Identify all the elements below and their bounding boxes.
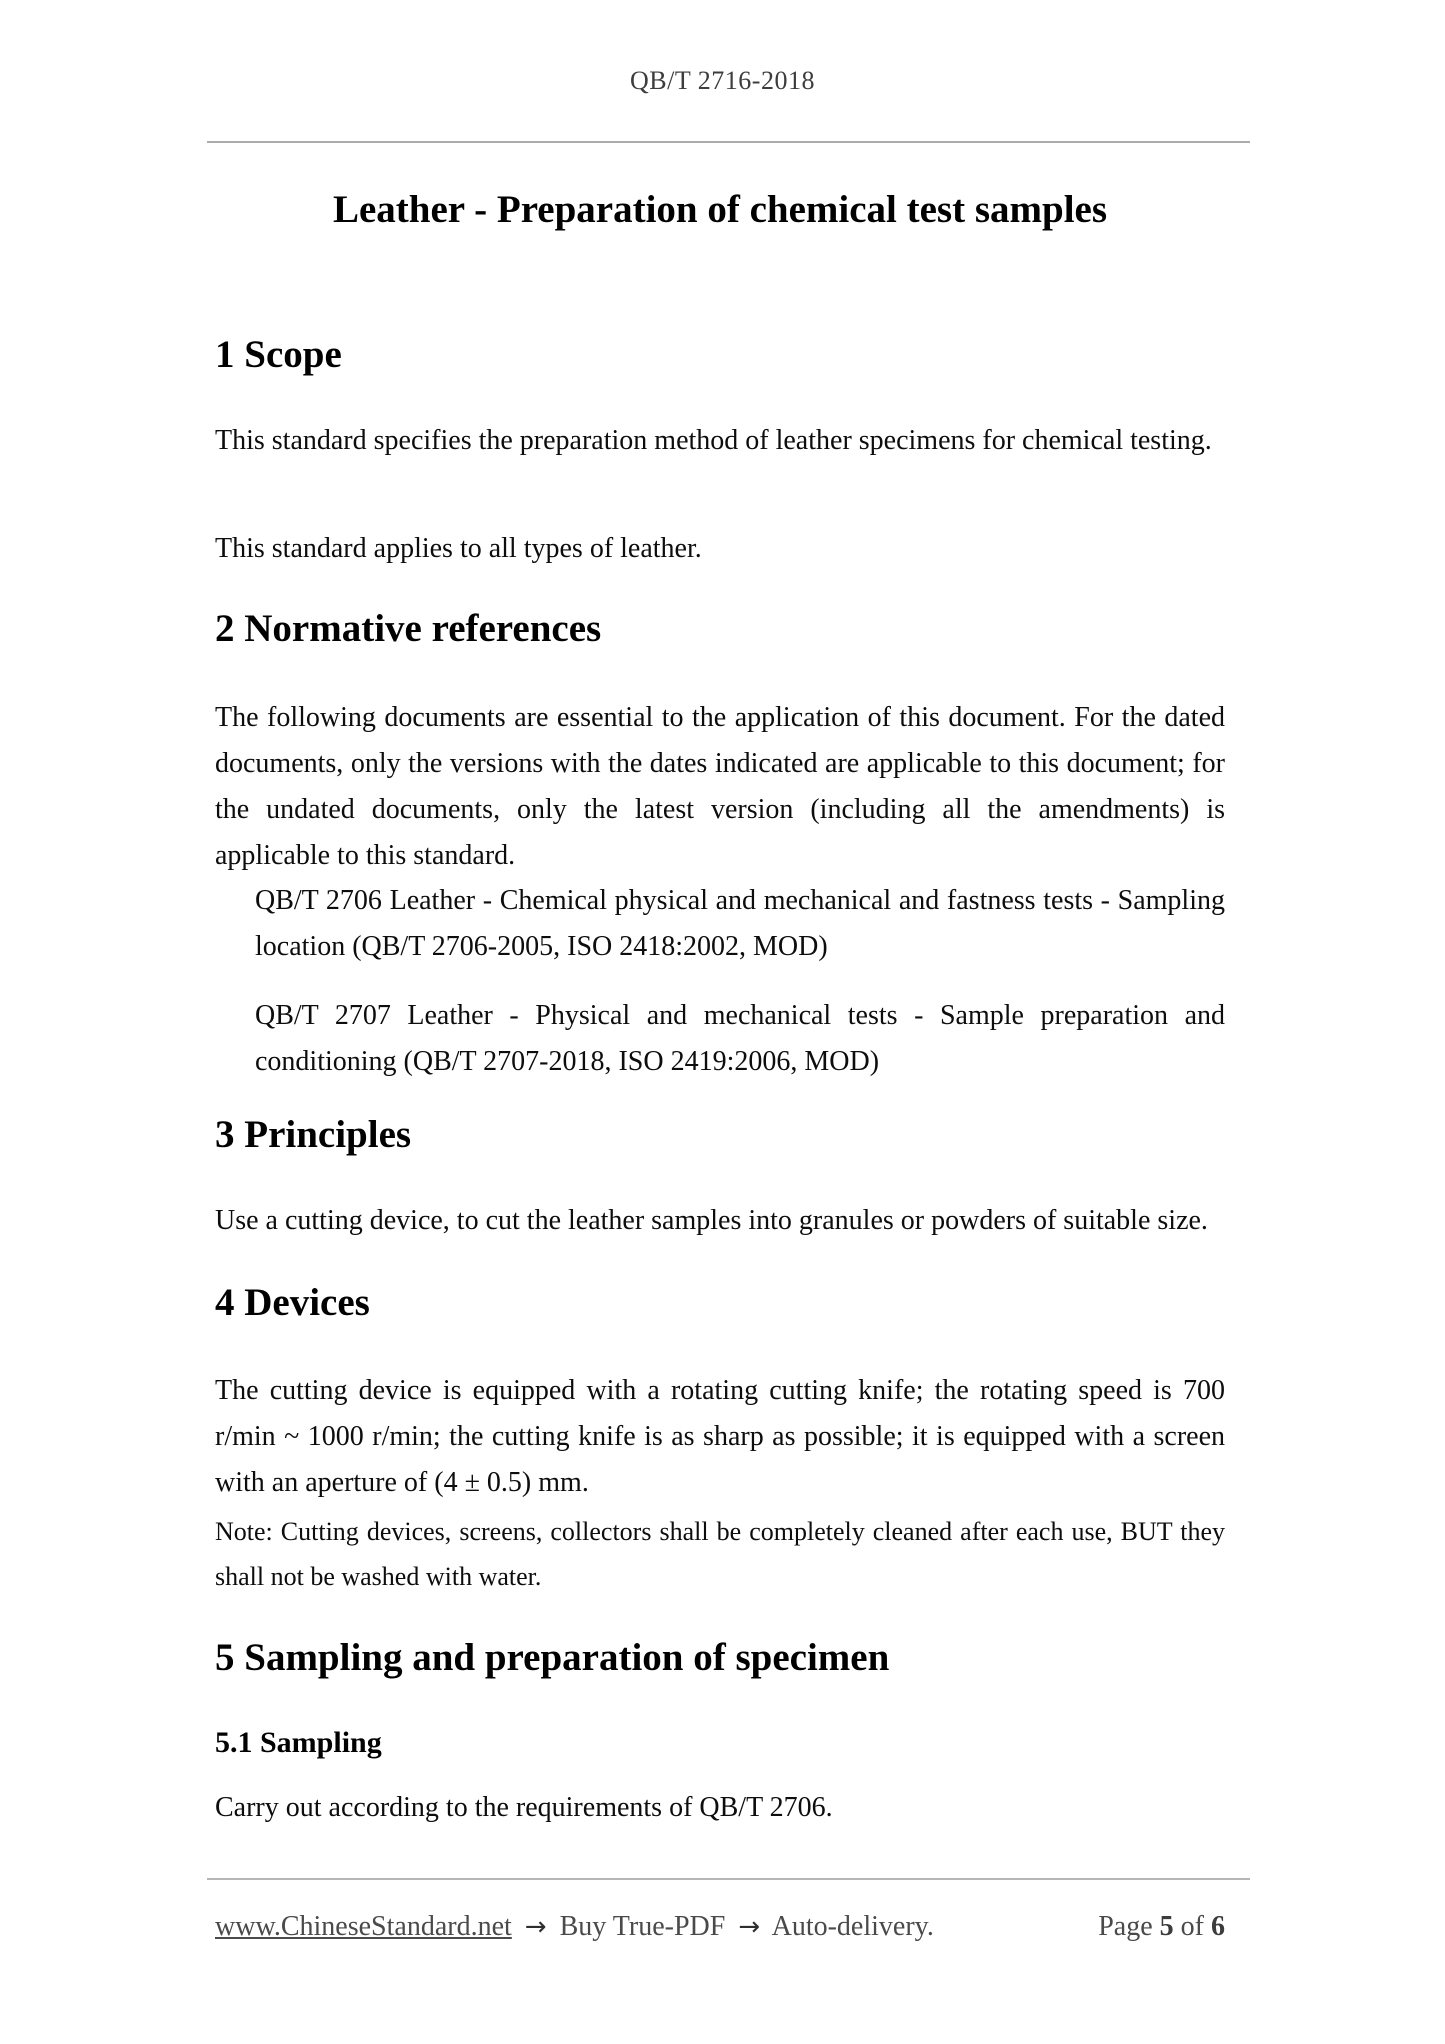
section-heading-sampling: 5 Sampling and preparation of specimen bbox=[215, 1636, 890, 1679]
scope-paragraph-1: This standard specifies the preparation method of leather specimens for chemical testing. bbox=[215, 425, 1212, 456]
sampling-paragraph: Carry out according to the requirements of QB/T 2706. bbox=[215, 1792, 833, 1823]
header-divider bbox=[207, 141, 1250, 143]
section-heading-normative-references: 2 Normative references bbox=[215, 607, 602, 650]
section-heading-principles: 3 Principles bbox=[215, 1113, 412, 1156]
page-footer bbox=[215, 1911, 1225, 1943]
page-indicator bbox=[1098, 1911, 1225, 1943]
devices-paragraph: The cutting device is equipped with a rotating cutting knife; the rotating speed is 700 r/min ~ 1000 r/min; the cutting knife is as sharp as possible; it is equipped with a screen with an aperture of (4 ± 0.5) mm. bbox=[215, 1375, 1225, 1498]
section-heading-devices: 4 Devices bbox=[215, 1281, 370, 1324]
normative-reference-2: QB/T 2707 Leather - Physical and mechanical tests - Sample preparation and conditioning (QB/T 2707-2018, ISO 2419:2006, MOD) bbox=[255, 1000, 1225, 1077]
normative-reference-1: QB/T 2706 Leather - Chemical physical and mechanical and fastness tests - Sampling location (QB/T 2706-2005, ISO 2418:2002, MOD) bbox=[255, 885, 1225, 962]
document-number-header: QB/T 2716-2018 bbox=[630, 66, 815, 95]
scope-paragraph-2: This standard applies to all types of leather. bbox=[215, 533, 702, 564]
subsection-heading-sampling: 5.1 Sampling bbox=[215, 1726, 382, 1759]
right-arrow-icon: → bbox=[738, 1912, 761, 1942]
right-arrow-icon: → bbox=[524, 1912, 547, 1942]
principles-paragraph: Use a cutting device, to cut the leather samples into granules or powders of suitable size. bbox=[215, 1205, 1208, 1236]
devices-note: Note: Cutting devices, screens, collectors shall be completely cleaned after each use, BUT they shall not be washed with water. bbox=[215, 1517, 1225, 1591]
of-label: of bbox=[1180, 1911, 1204, 1942]
footer-left-text bbox=[215, 1911, 934, 1943]
document-title: Leather - Preparation of chemical test samples bbox=[332, 188, 1108, 231]
normative-paragraph: The following documents are essential to the application of this document. For the dated documents, only the versions with the dates indicated are applicable to this document; for the undated documents, only the latest version (including all the amendments) is applicable to this standard. bbox=[215, 702, 1225, 871]
footer-action-buy: Buy True-PDF bbox=[559, 1911, 726, 1942]
page-current: 5 bbox=[1159, 1911, 1174, 1942]
footer-divider bbox=[207, 1878, 1250, 1880]
footer-action-delivery: Auto-delivery. bbox=[771, 1911, 934, 1942]
site-link[interactable]: www.ChineseStandard.net bbox=[215, 1911, 512, 1942]
page-label: Page bbox=[1098, 1911, 1153, 1942]
page-total: 6 bbox=[1211, 1911, 1225, 1942]
section-heading-scope: 1 Scope bbox=[215, 333, 342, 376]
